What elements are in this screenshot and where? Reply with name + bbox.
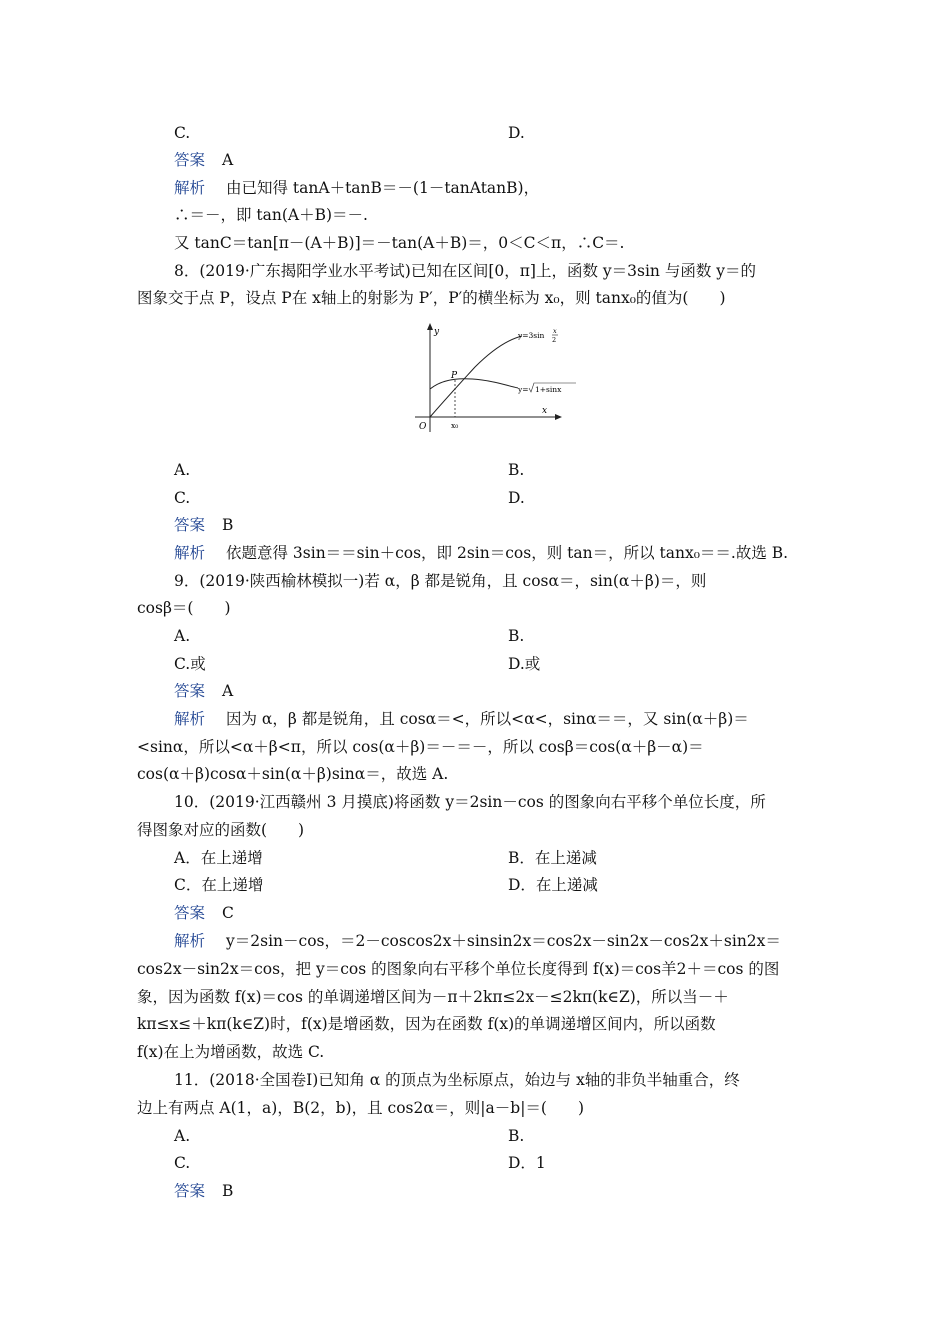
q8-graph-figure [410,322,590,442]
q10-analysis-line-5 [0,1038,950,1066]
q11-option-c: C. [174,1154,191,1172]
q10-analysis-line-4 [0,1010,950,1038]
curve2-radicand: 1+sinx [535,385,562,394]
q7-options-row [0,119,950,147]
curve1-frac-den: 2 [552,336,557,344]
q10-option-d: D．在上递减 [508,876,598,894]
curve-sqrt [430,379,518,389]
q11-option-b: B. [508,1127,525,1145]
q10-option-b: B．在上递减 [508,849,597,867]
q9-stem-line-2 [0,594,950,622]
analysis-label: 解析 [174,932,206,950]
curve1-frac-num: x [553,327,557,335]
q10-options-row-2 [0,871,950,899]
q10-stem-line-2 [0,816,950,844]
answer-label: 答案 [174,1182,206,1200]
q8-stem-text-2: 图象交于点 P，设点 P在 x轴上的射影为 P′，P′的横坐标为 x₀，则 tanx₀的值为( ) [137,289,726,307]
q9-stem-line-1 [0,567,950,595]
q7-answer-line [0,146,950,174]
q8-option-c: C. [174,489,191,507]
q10-answer: C [222,904,234,922]
q8-stem-text-1: 8．(2019·广东揭阳学业水平考试)已知在区间[0，π]上，函数 y＝3sin 与函数 y＝的 [174,262,757,280]
q9-stem-text-2: cosβ＝( ) [137,599,231,617]
q10-stem-line-1 [0,788,950,816]
q9-analysis-text-3: cos(α＋β)cosα＋sin(α＋β)sinα＝，故选 A. [137,765,449,783]
q11-answer: B [222,1182,234,1200]
curve-3sin [430,336,522,417]
answer-label: 答案 [174,904,206,922]
q9-option-a: A. [174,627,191,645]
q11-stem-line-2 [0,1094,950,1122]
q8-option-a: A. [174,461,191,479]
analysis-label: 解析 [174,544,206,562]
q8-answer-line [0,511,950,539]
x-axis-arrow [555,414,562,420]
answer-label: 答案 [174,151,206,169]
q11-option-a: A. [174,1127,191,1145]
q9-option-b: B. [508,627,525,645]
q8-answer: B [222,516,234,534]
q10-analysis-text-4: kπ≤x≤＋kπ(k∈Z)时，f(x)是增函数，因为在函数 f(x)的单调递增区间内，所以函数 [137,1015,716,1033]
q9-options-row-2 [0,650,950,678]
q10-analysis-text-3: 象，因为函数 f(x)＝cos 的单调递增区间为－π＋2kπ≤2x－≤2kπ(k∈Z)，所以当－＋ [137,988,729,1006]
q7-analysis-text-1: 由已知得 tanA＋tanB＝－(1－tanAtanB)， [226,179,540,197]
curve1-label: y=3sin [518,331,545,340]
q11-options-row-1 [0,1122,950,1150]
q9-analysis-text-1: 因为 α，β 都是锐角，且 cosα＝<，所以<α<，sinα＝＝，又 sin(α＋β)＝ [226,710,749,728]
q9-analysis-text-2: <sinα，所以<α＋β<π，所以 cos(α＋β)＝－＝－，所以 cosβ＝cos(α＋β－α)＝ [137,738,704,756]
q7-analysis-line-3 [0,229,950,257]
q7-option-d: D. [508,124,525,142]
answer-label: 答案 [174,516,206,534]
curve2-label: y= [518,385,529,394]
q10-analysis-line-2 [0,955,950,983]
q7-option-c: C. [174,124,191,142]
analysis-label: 解析 [174,710,206,728]
q9-stem-text-1: 9．(2019·陕西榆林模拟一)若 α，β 都是锐角，且 cosα＝，sin(α＋β)＝，则 [174,572,707,590]
q11-option-d: D．1 [508,1154,546,1172]
q10-analysis-text-5: f(x)在上为增函数，故选 C. [137,1043,325,1061]
point-p-label: P [451,371,458,381]
q7-answer: A [222,151,234,169]
q11-stem-text-1: 11．(2018·全国卷Ⅰ)已知角 α 的顶点为坐标原点，始边与 x轴的非负半轴重合，终 [174,1071,740,1089]
q8-analysis-line-1 [0,539,950,567]
q9-analysis-line-2 [0,733,950,761]
q8-stem-line-2 [0,284,950,312]
q8-option-d: D. [508,489,525,507]
y-axis-label: y [434,327,440,337]
q10-stem-text-1: 10．(2019·江西赣州 3 月摸底)将函数 y＝2sin－cos 的图象向右平移个单位长度，所 [174,793,766,811]
q9-analysis-line-1 [0,705,950,733]
q9-answer-line [0,677,950,705]
q9-options-row-1 [0,622,950,650]
q7-analysis-line-1 [0,174,950,202]
q10-options-row-1 [0,844,950,872]
q8-option-b: B. [508,461,525,479]
origin-label: O [419,422,427,432]
x-axis-label: x [542,406,548,416]
q10-analysis-text-2: cos2x－sin2x＝cos，把 y＝cos 的图象向右平移个单位长度得到 f(x)＝cos羊2＋＝cos 的图 [137,960,780,978]
q10-analysis-line-3 [0,983,950,1011]
q11-stem-line-1 [0,1066,950,1094]
q10-analysis-text-1: y＝2sin－cos，＝2－coscos2x＋sinsin2x＝cos2x－sin2x－cos2x＋sin2x＝ [226,932,781,950]
q9-answer: A [222,682,234,700]
q11-answer-line [0,1177,950,1205]
q10-option-a: A．在上递增 [174,849,263,867]
q9-analysis-line-3 [0,760,950,788]
q10-stem-text-2: 得图象对应的函数( ) [137,821,305,839]
q8-options-row-1 [0,456,950,484]
q10-option-c: C．在上递增 [174,876,264,894]
analysis-label: 解析 [174,179,206,197]
q11-stem-text-2: 边上有两点 A(1，a)，B(2，b)，且 cos2α＝，则|a－b|＝( ) [137,1099,585,1117]
q9-option-d: D.或 [508,655,541,673]
q8-stem-line-1 [0,257,950,285]
q10-answer-line [0,899,950,927]
q8-analysis-text-1: 依题意得 3sin＝＝sin＋cos，即 2sin＝cos，则 tan＝，所以 tanx₀＝＝.故选 B. [226,544,789,562]
y-axis-arrow [427,323,433,330]
q9-option-c: C.或 [174,655,206,673]
q10-analysis-line-1 [0,927,950,955]
q8-options-row-2 [0,484,950,512]
q7-analysis-line-2 [0,201,950,229]
answer-label: 答案 [174,682,206,700]
x0-label: x₀ [451,421,459,430]
q7-analysis-text-3: 又 tanC＝tan[π－(A＋B)]＝－tan(A＋B)＝，0＜C＜π，∴C＝. [174,234,625,252]
q11-options-row-2 [0,1149,950,1177]
q7-analysis-text-2: ∴＝－，即 tan(A＋B)＝－. [174,206,368,224]
